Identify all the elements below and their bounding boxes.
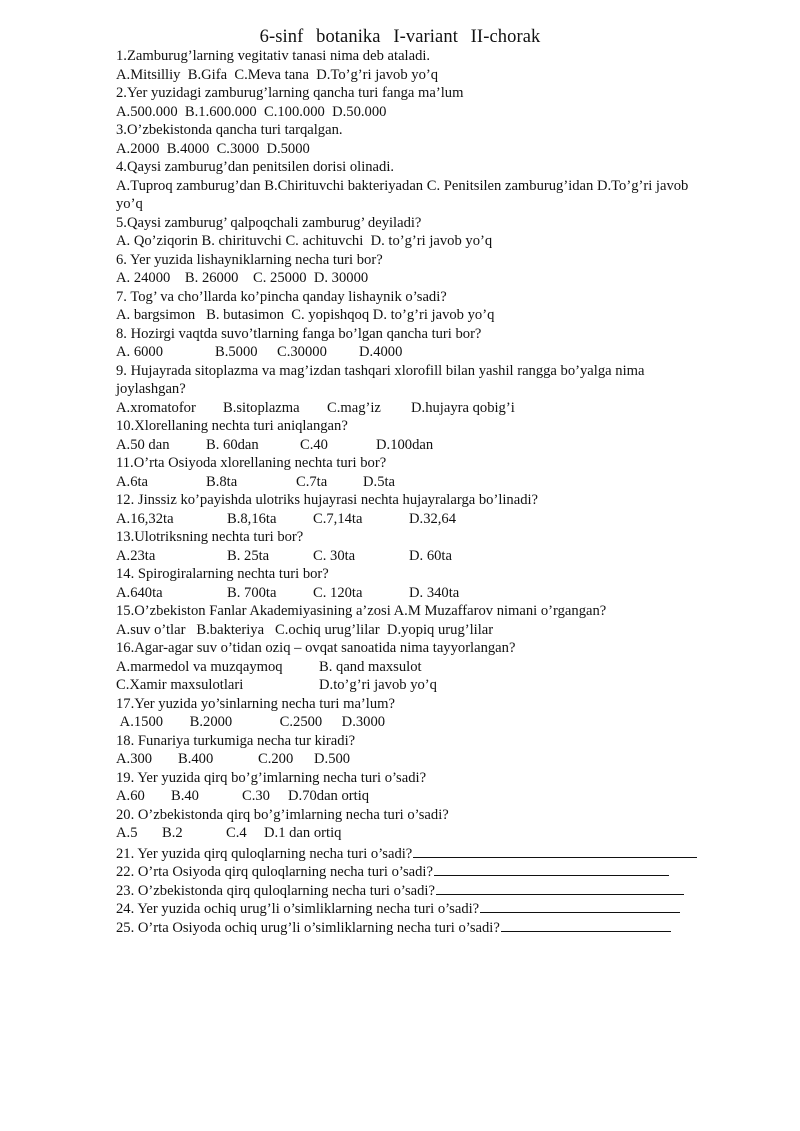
- answer-options: [116, 103, 766, 122]
- answer-options: [116, 658, 766, 677]
- option-a: A.6ta: [116, 473, 149, 490]
- page-title: [0, 26, 800, 48]
- title-grade: 6-sinf: [259, 27, 304, 47]
- option-c: C. 120ta: [313, 584, 363, 601]
- option-c: C.3000: [216, 140, 260, 157]
- question-text: 16.Agar-agar suv o’tidan oziq – ovqat sanoatida nima tayyorlangan?: [116, 640, 516, 656]
- option-a: A.suv o’tlar: [116, 621, 186, 638]
- option-c: C.200: [258, 751, 294, 767]
- open-question: [116, 880, 766, 899]
- open-question-text: 25. O’rta Osiyoda ochiq urug’li o’simliklarning necha turi o’sadi?: [116, 919, 500, 936]
- title-quarter: II-chorak: [470, 27, 541, 47]
- answer-options-line: yo’q: [116, 196, 143, 212]
- option-a: A.300: [116, 751, 153, 767]
- option-c: C.2500: [279, 714, 323, 730]
- option-d: D. to’g’ri javob yo’q: [372, 307, 495, 323]
- question-text: 6. Yer yuzida lishayniklarning necha turi bor?: [116, 251, 383, 268]
- option-d: D.70dan ortiq: [288, 788, 370, 804]
- option-a: A.2000: [116, 140, 160, 157]
- option-c: C.100.000: [263, 103, 325, 120]
- option-a: A. bargsimon: [116, 307, 196, 323]
- answer-options: [116, 473, 766, 492]
- option-b: B.sitoplazma: [223, 399, 300, 416]
- option-c: C.40: [300, 436, 328, 453]
- question-text: 11.O’rta Osiyoda xlorellaning nechta turi bor?: [116, 455, 387, 471]
- answer-options: [116, 510, 766, 529]
- question-text: 15.O’zbekiston Fanlar Akademiyasining a’zosi A.M Muzaffarov nimani o’rgangan?: [116, 603, 607, 619]
- option-c: C.ochiq urug’lilar: [275, 621, 380, 638]
- option-b: B. 700ta: [227, 584, 277, 601]
- option-b: B.4000: [166, 140, 210, 157]
- question-text: 18. Funariya turkumiga necha tur kiradi?: [116, 732, 356, 749]
- question-text: 1.Zamburug’larning vegitativ tanasi nima deb ataladi.: [116, 48, 431, 64]
- answer-options: [116, 436, 766, 455]
- option-c: C. 25000: [253, 270, 307, 286]
- option-c: C.Meva tana: [234, 66, 309, 83]
- open-question-text: 22. O’rta Osiyoda qirq quloqlarning necha turi o’sadi?: [116, 864, 433, 880]
- option-a: A. Qo’ziqorin: [116, 233, 198, 249]
- question-text: 14. Spirogiralarning nechta turi bor?: [116, 566, 329, 582]
- option-c: C. achituvchi: [285, 233, 364, 249]
- answer-options: [116, 584, 766, 603]
- question-text: 5.Qaysi zamburug’ qalpoqchali zamburug’ deyiladi?: [116, 214, 422, 231]
- option-c: C.7,14ta: [313, 510, 363, 527]
- answer-options: [116, 787, 766, 806]
- answer-blank[interactable]: [436, 880, 684, 895]
- option-a: A.xromatofor: [116, 399, 196, 416]
- title-subject: botanika: [316, 27, 381, 47]
- option-a: A.23ta: [116, 547, 156, 564]
- option-c: C. yopishqoq: [291, 307, 370, 323]
- option-b: B. 60dan: [206, 436, 259, 453]
- answer-options: [116, 399, 766, 418]
- option-a: A.marmedol va muzqaymoq: [116, 658, 283, 675]
- question-text: 9. Hujayrada sitoplazma va mag’izdan tashqari xlorofill bilan yashil rangga bo’yalga nima: [116, 362, 645, 379]
- option-a: A.640ta: [116, 584, 163, 601]
- option-b: B. butasimon: [206, 307, 284, 323]
- option-d: D.50.000: [332, 103, 387, 120]
- option-d: D.5ta: [363, 473, 396, 490]
- open-question-text: 24. Yer yuzida ochiq urug’li o’simliklarning necha turi o’sadi?: [116, 901, 480, 917]
- option-a: A.16,32ta: [116, 510, 174, 527]
- option-a: A. 6000: [116, 344, 164, 360]
- option-a: A. 24000: [116, 270, 171, 286]
- option-a: A.Mitsilliy: [116, 66, 181, 83]
- option-c: C.Xamir maxsulotlari: [116, 677, 244, 693]
- option-d: D.hujayra qobig’i: [411, 399, 515, 416]
- option-c: C.4: [226, 825, 247, 841]
- answer-options: [116, 140, 766, 159]
- open-question: [116, 843, 766, 862]
- option-b: B.40: [171, 788, 199, 804]
- option-d: D. 340ta: [409, 584, 460, 601]
- option-b: B.bakteriya: [196, 621, 265, 638]
- answer-options: [116, 343, 766, 362]
- option-a: A.500.000: [116, 103, 178, 120]
- option-d: D.500: [314, 751, 351, 767]
- question-text: 7. Tog’ va cho’llarda ko’pincha qanday lishaynik o’sadi?: [116, 288, 447, 305]
- answer-options: [116, 547, 766, 566]
- option-d: D. 60ta: [409, 547, 452, 564]
- option-b: B.2000: [189, 714, 233, 730]
- answer-options: [116, 269, 766, 288]
- option-a: A.50 dan: [116, 436, 170, 453]
- answer-options: [116, 232, 766, 251]
- answer-options: [116, 66, 766, 85]
- answer-options: [116, 306, 766, 325]
- question-text: 13.Ulotriksning nechta turi bor?: [116, 529, 304, 545]
- option-b: B. 25ta: [227, 547, 270, 564]
- option-b: B.400: [178, 751, 214, 767]
- option-d: D.to’g’ri javob yo’q: [319, 677, 437, 693]
- option-c: C.30: [242, 788, 270, 804]
- answer-options: [116, 824, 766, 843]
- open-question-text: 23. O’zbekistonda qirq quloqlarning necha turi o’sadi?: [116, 882, 435, 899]
- option-b: B. chirituvchi: [201, 233, 282, 249]
- option-b: B.8,16ta: [227, 510, 277, 527]
- answer-blank[interactable]: [434, 861, 669, 876]
- question-text: 4.Qaysi zamburug’dan penitsilen dorisi olinadi.: [116, 159, 395, 175]
- answer-options: [116, 750, 766, 769]
- open-question-text: 21. Yer yuzida qirq quloqlarning necha turi o’sadi?: [116, 845, 413, 862]
- answer-options: [116, 676, 766, 695]
- answer-options: [116, 713, 766, 732]
- answer-blank[interactable]: [480, 898, 680, 913]
- option-c: C. 30ta: [313, 547, 356, 564]
- option-b: B.1.600.000: [184, 103, 257, 120]
- title-variant: I-variant: [393, 27, 458, 47]
- question-text: 3.O’zbekistonda qancha turi tarqalgan.: [116, 122, 343, 138]
- question-text: joylashgan?: [116, 381, 186, 397]
- question-text: 2.Yer yuzidagi zamburug’larning qancha turi fanga ma’lum: [116, 85, 464, 101]
- option-c: C.30000: [277, 344, 327, 360]
- option-d: D. 30000: [313, 270, 369, 286]
- question-text: 10.Xlorellaning nechta turi aniqlangan?: [116, 418, 348, 434]
- question-text: 19. Yer yuzida qirq bo’g’imlarning necha turi o’sadi?: [116, 769, 427, 786]
- question-list: [116, 47, 766, 935]
- option-d: D.4000: [359, 344, 403, 360]
- answer-options-line: A.Tuproq zamburug’dan B.Chirituvchi bakteriyadan C. Penitsilen zamburug’idan D.To’g’ri javob: [116, 177, 689, 194]
- answer-blank[interactable]: [413, 843, 697, 858]
- option-c: C.mag’iz: [327, 399, 381, 416]
- option-b: B.Gifa: [187, 66, 228, 83]
- option-b: B.5000: [215, 344, 258, 360]
- open-question: [116, 898, 766, 917]
- option-d: D.32,64: [409, 510, 457, 527]
- open-question: [116, 861, 766, 880]
- question-text: 12. Jinssiz ko’payishda ulotriks hujayrasi nechta hujayralarga bo’linadi?: [116, 492, 539, 508]
- option-c: C.7ta: [296, 473, 328, 490]
- question-text: 8. Hozirgi vaqtda suvo’tlarning fanga bo’lgan qancha turi bor?: [116, 325, 482, 342]
- option-b: B.8ta: [206, 473, 238, 490]
- option-d: D.yopiq urug’lilar: [386, 621, 494, 638]
- option-a: A.60: [116, 788, 145, 804]
- option-b: B. 26000: [184, 270, 239, 286]
- answer-options: [116, 621, 766, 640]
- question-text: 17.Yer yuzida yo’sinlarning necha turi ma’lum?: [116, 695, 395, 712]
- option-a: A.5: [116, 825, 138, 841]
- option-d: D.100dan: [376, 436, 434, 453]
- option-d: D.5000: [266, 140, 310, 157]
- question-text: 20. O’zbekistonda qirq bo’g’imlarning necha turi o’sadi?: [116, 806, 449, 823]
- answer-blank[interactable]: [501, 917, 671, 932]
- option-d: D. to’g’ri javob yo’q: [370, 233, 493, 249]
- option-b: B. qand maxsulot: [319, 658, 422, 675]
- option-a: A.1500: [119, 714, 164, 730]
- option-b: B.2: [162, 825, 183, 841]
- open-question: [116, 917, 766, 936]
- option-d: D.To’g’ri javob yo’q: [316, 66, 439, 83]
- option-d: D.3000: [341, 714, 386, 730]
- option-d: D.1 dan ortiq: [264, 825, 342, 841]
